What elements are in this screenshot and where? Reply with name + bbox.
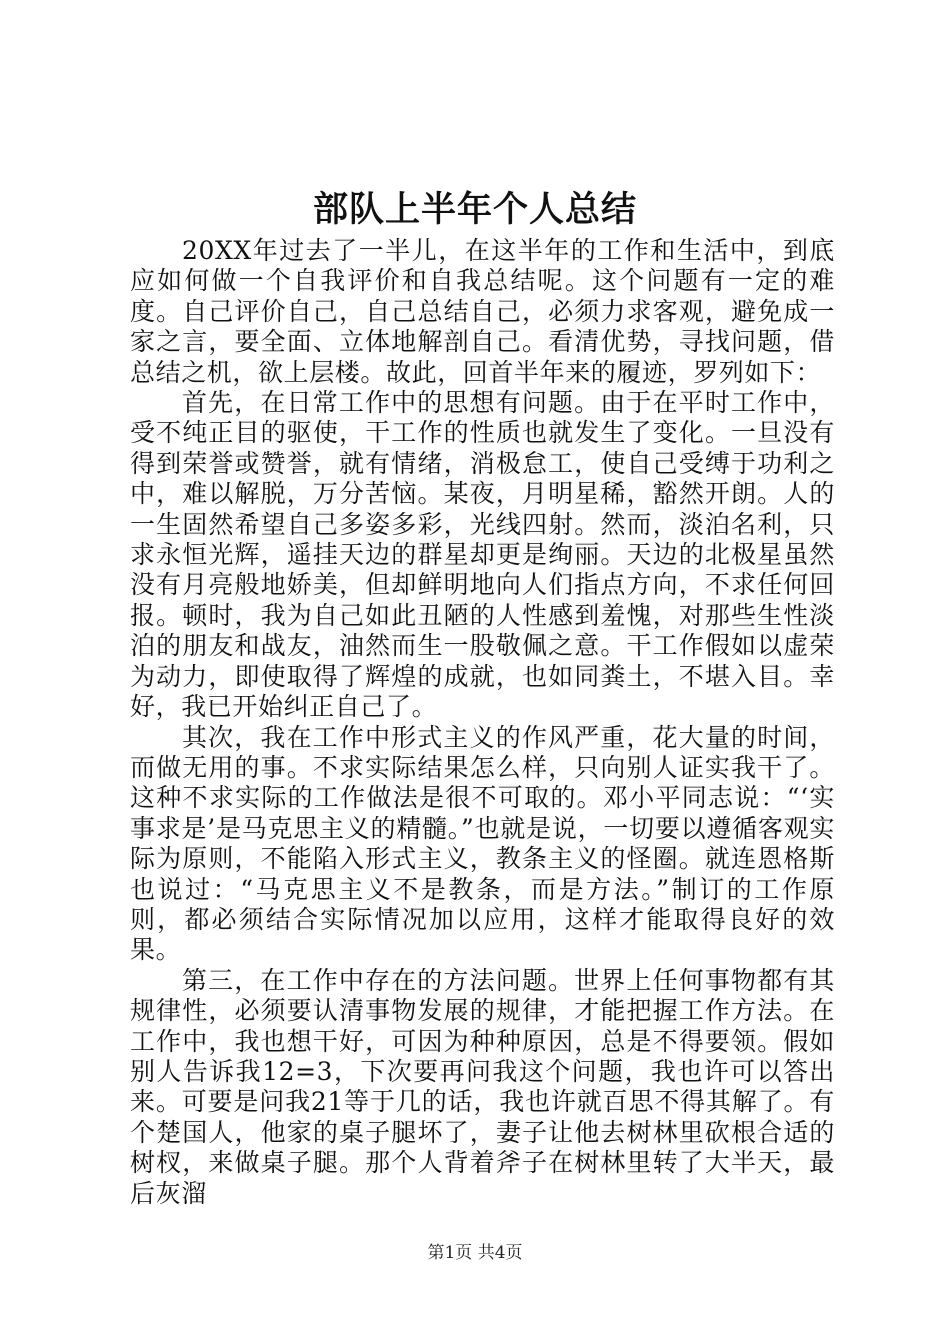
page-footer: [0, 1241, 950, 1265]
page-indicator: 第1页 共4页: [427, 1243, 523, 1263]
paragraph-third-point: 第三，在工作中存在的方法问题。世界上任何事物都有其规律性，必须要认清事物发展的规律，才能把握工作方法。在工作中，我也想干好，可因为种种原因，总是不得要领。假如别人告诉我12=3，下次要再问我这个问题，我也许可以答出来。可要是问我21等于几的话，我也许就百思不得其解了。有个楚国人，他家的桌子腿坏了，妻子让他去树林里砍根合适的树杈，来做桌子腿。那个人背着斧子在树林里转了大半天，最后灰溜: [130, 965, 835, 1208]
paragraph-intro: 20XX年过去了一半儿，在这半年的工作和生活中，到底应如何做一个自我评价和自我总结呢。这个问题有一定的难度。自己评价自己，自己总结自己，必须力求客观，避免成一家之言，要全面、立体地解剖自己。看清优势，寻找问题，借总结之机，欲上层楼。故此，回首半年来的履迹，罗列如下：: [130, 236, 835, 387]
paragraph-second-point: 其次，我在工作中形式主义的作风严重，花大量的时间，而做无用的事。不求实际结果怎么样，只向别人证实我干了。这种不求实际的工作做法是很不可取的。邓小平同志说：“‘实事求是’是马克思主义的精髓。”也就是说，一切要以遵循客观实际为原则，不能陷入形式主义，教条主义的怪圈。就连恩格斯也说过：“马克思主义不是教条，而是方法。”制订的工作原则，都必须结合实际情况加以应用，这样才能取得良好的效果。: [130, 722, 835, 965]
document-title: 部队上半年个人总结: [312, 189, 637, 230]
paragraph-first-point: 首先，在日常工作中的思想有问题。由于在平时工作中，受不纯正目的驱使，干工作的性质也就发生了变化。一旦没有得到荣誉或赞誉，就有情绪，消极怠工，使自己受缚于功利之中，难以解脱，万分苦恼。某夜，月明星稀，豁然开朗。人的一生固然希望自己多姿多彩，光线四射。然而，淡泊名利，只求永恒光辉，遥挂天边的群星却更是绚丽。天边的北极星虽然没有月亮般地娇美，但却鲜明地向人们指点方向，不求任何回报。顿时，我为自己如此丑陋的人性感到羞愧，对那些生性淡泊的朋友和战友，油然而生一股敬佩之意。干工作假如以虚荣为动力，即使取得了辉煌的成就，也如同粪土，不堪入目。幸好，我已开始纠正自己了。: [130, 388, 835, 722]
document-body: [130, 236, 835, 1208]
